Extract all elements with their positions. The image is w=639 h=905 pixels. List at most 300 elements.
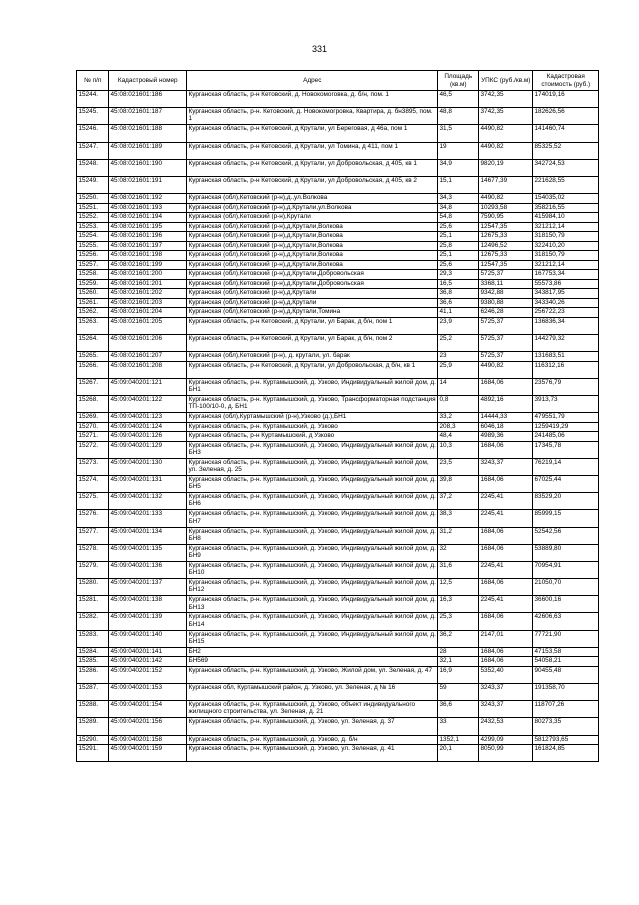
cell-cadastral-cost: 318150,79 bbox=[533, 232, 599, 242]
cell-upks: 12675,33 bbox=[479, 232, 533, 242]
cell-address: Курганская (обл),Кетовский (р-н),д.Крутали,ул.Волкова bbox=[187, 203, 438, 213]
cell-cadastral-cost: 85325,52 bbox=[533, 142, 599, 159]
cell-row-number: 15252. bbox=[77, 213, 109, 223]
cell-area: 14 bbox=[438, 378, 479, 395]
cell-address: Курганская (обл),Кетовский (р-н),Крутали bbox=[187, 213, 438, 223]
cell-row-number: 15286. bbox=[77, 666, 109, 683]
cell-cadastral-cost: 136836,34 bbox=[533, 317, 599, 334]
cell-upks: 14677,39 bbox=[479, 176, 533, 193]
cell-row-number: 15281. bbox=[77, 596, 109, 613]
table-row bbox=[77, 544, 599, 561]
cell-cadastral-cost: 174019,16 bbox=[533, 91, 599, 108]
cell-cadastral-number: 45:09:040201:135 bbox=[109, 544, 187, 561]
cell-upks: 4490,82 bbox=[479, 142, 533, 159]
cell-area: 38,3 bbox=[438, 510, 479, 527]
table-row bbox=[77, 176, 599, 193]
cell-address: Курганская область, р-н. Куртамышский, д. Узково, Индивидуальный жилой дом, д. БН15 bbox=[187, 630, 438, 647]
cell-cadastral-cost: 318150,79 bbox=[533, 251, 599, 261]
cell-upks: 1684,06 bbox=[479, 378, 533, 395]
cell-cadastral-cost: 5812793,65 bbox=[533, 735, 599, 745]
cell-row-number: 15265. bbox=[77, 352, 109, 362]
cell-row-number: 15282. bbox=[77, 613, 109, 630]
cell-upks: 12496,52 bbox=[479, 241, 533, 251]
cell-cadastral-number: 45:08:021601:187 bbox=[109, 108, 187, 125]
cell-cadastral-number: 45:08:021601:193 bbox=[109, 203, 187, 213]
cell-row-number: 15269. bbox=[77, 413, 109, 423]
cell-upks: 12547,35 bbox=[479, 222, 533, 232]
cell-cadastral-cost: 131683,51 bbox=[533, 352, 599, 362]
cell-row-number: 15260. bbox=[77, 289, 109, 299]
table-row bbox=[77, 159, 599, 176]
cell-upks: 12675,33 bbox=[479, 251, 533, 261]
cell-address: Курганская область, р-н. Куртамышский, д. Узково, ул. Зеленая, д. 41 bbox=[187, 745, 438, 762]
header-area: Площадь (кв.м) bbox=[438, 71, 479, 91]
cell-row-number: 15291. bbox=[77, 745, 109, 762]
cell-cadastral-cost: 415984,10 bbox=[533, 213, 599, 223]
cell-address: Курганская область, р-н. Куртамышский, д. Узково, объект индивидуального жилищного строительства, ул. Зеленая, д. 21 bbox=[187, 701, 438, 718]
cell-cadastral-cost: 55573,86 bbox=[533, 279, 599, 289]
cell-address: Курганская область, р-н Кетовский, д Крутали, ул Томина, д 411, пом 1 bbox=[187, 142, 438, 159]
cell-address: Курганская область, р-н Кетовский, д Крутали, ул Добровольская, д б/н, кв 1 bbox=[187, 361, 438, 378]
cell-area: 48,4 bbox=[438, 432, 479, 442]
cell-upks: 3742,35 bbox=[479, 108, 533, 125]
cell-address: Курганская область, р-н. Куртамышский, д. Узково, Индивидуальный жилой дом, д. БН10 bbox=[187, 561, 438, 578]
cell-area: 41,1 bbox=[438, 308, 479, 318]
table-row bbox=[77, 613, 599, 630]
cell-area: 37,2 bbox=[438, 493, 479, 510]
cell-area: 34,9 bbox=[438, 159, 479, 176]
cell-area: 12,5 bbox=[438, 579, 479, 596]
table-row bbox=[77, 657, 599, 667]
cell-row-number: 15259. bbox=[77, 279, 109, 289]
cell-cadastral-number: 45:08:021601:192 bbox=[109, 194, 187, 204]
cell-upks: 5725,37 bbox=[479, 270, 533, 280]
cell-cadastral-cost: 54058,21 bbox=[533, 657, 599, 667]
cell-row-number: 15276. bbox=[77, 510, 109, 527]
cell-cadastral-cost: 3913,73 bbox=[533, 395, 599, 412]
cell-cadastral-cost: 141460,74 bbox=[533, 125, 599, 142]
cell-upks: 3368,11 bbox=[479, 279, 533, 289]
cell-cadastral-cost: 241485,06 bbox=[533, 432, 599, 442]
cell-row-number: 15270. bbox=[77, 422, 109, 432]
cell-address: Курганская (обл),Кетовский (р-н),д,Крутали,Волкова bbox=[187, 232, 438, 242]
table-row bbox=[77, 630, 599, 647]
cell-cadastral-number: 45:09:040201:123 bbox=[109, 413, 187, 423]
cell-upks: 12547,35 bbox=[479, 260, 533, 270]
cell-address: Курганская область, р-н. Куртамышский, д. Узково, Индивидуальный жилой дом, д. БН3 bbox=[187, 441, 438, 458]
cell-upks: 1684,06 bbox=[479, 527, 533, 544]
cell-address: Курганская область, р-н. Куртамышский, д. Узково, Индивидуальный жилой дом, д. БН13 bbox=[187, 596, 438, 613]
cell-cadastral-cost: 47153,58 bbox=[533, 647, 599, 657]
cell-area: 20,1 bbox=[438, 745, 479, 762]
cell-row-number: 15246. bbox=[77, 125, 109, 142]
cell-upks: 1684,06 bbox=[479, 647, 533, 657]
table-body bbox=[77, 91, 599, 762]
cell-upks: 9820,19 bbox=[479, 159, 533, 176]
cell-area: 33,2 bbox=[438, 413, 479, 423]
cell-cadastral-number: 45:09:040201:124 bbox=[109, 422, 187, 432]
cell-address: Курганская область, р-н Куртамышский, д Узково bbox=[187, 432, 438, 442]
cell-address: Курганская (обл),Кетовский (р-н),д,Крутали,Добровольская bbox=[187, 279, 438, 289]
cell-cadastral-number: 45:08:021601:196 bbox=[109, 232, 187, 242]
cell-cadastral-number: 45:09:040201:159 bbox=[109, 745, 187, 762]
cell-cadastral-number: 45:08:021601:208 bbox=[109, 361, 187, 378]
cell-cadastral-cost: 343340,26 bbox=[533, 298, 599, 308]
cell-cadastral-number: 45:09:040201:137 bbox=[109, 579, 187, 596]
cell-row-number: 15267. bbox=[77, 378, 109, 395]
cell-address: Курганская (обл),Кетовский (р-н),д,Крутали,Волкова bbox=[187, 222, 438, 232]
cell-upks: 4490,82 bbox=[479, 125, 533, 142]
cell-upks: 10293,58 bbox=[479, 203, 533, 213]
header-address: Адрес bbox=[187, 71, 438, 91]
cell-cadastral-number: 45:08:021601:202 bbox=[109, 289, 187, 299]
cell-upks: 2245,41 bbox=[479, 561, 533, 578]
cell-row-number: 15248. bbox=[77, 159, 109, 176]
cell-cadastral-number: 45:09:040201:134 bbox=[109, 527, 187, 544]
cell-area: 46,5 bbox=[438, 91, 479, 108]
table-row bbox=[77, 745, 599, 762]
cell-row-number: 15255. bbox=[77, 241, 109, 251]
cell-area: 19 bbox=[438, 142, 479, 159]
cell-cadastral-cost: 52542,56 bbox=[533, 527, 599, 544]
page-number: 331 bbox=[311, 44, 328, 54]
cell-row-number: 15251. bbox=[77, 203, 109, 213]
cell-address: БН569 bbox=[187, 657, 438, 667]
cell-row-number: 15279. bbox=[77, 561, 109, 578]
cell-cadastral-cost: 221628,55 bbox=[533, 176, 599, 193]
cell-area: 23 bbox=[438, 352, 479, 362]
cell-address: Курганская область, р-н Кетовский, д Крутали, ул Добровольская, д 405, кв 2 bbox=[187, 176, 438, 193]
table-row bbox=[77, 213, 599, 223]
cell-address: Курганская область, р-н. Кетовский, д. Новокомогровка, Квартира, д. бн3895, пом. 1 bbox=[187, 108, 438, 125]
cell-upks: 8050,99 bbox=[479, 745, 533, 762]
table-row bbox=[77, 527, 599, 544]
cell-cadastral-cost: 90455,48 bbox=[533, 666, 599, 683]
cell-upks: 2245,41 bbox=[479, 596, 533, 613]
table-row bbox=[77, 222, 599, 232]
cell-area: 25,3 bbox=[438, 613, 479, 630]
cell-cadastral-number: 45:09:040201:153 bbox=[109, 684, 187, 701]
cell-cadastral-cost: 191358,70 bbox=[533, 684, 599, 701]
cell-area: 25,2 bbox=[438, 334, 479, 351]
cell-address: Курганская область, р-н. Куртамышский, д. Узково, Индивидуальный жилой дом, ул. Зеленая, д. 25 bbox=[187, 458, 438, 475]
cell-cadastral-number: 45:08:021601:186 bbox=[109, 91, 187, 108]
cell-upks: 2147,01 bbox=[479, 630, 533, 647]
cell-row-number: 15278. bbox=[77, 544, 109, 561]
cell-upks: 3243,37 bbox=[479, 684, 533, 701]
table-row bbox=[77, 561, 599, 578]
cell-cadastral-number: 45:09:040201:152 bbox=[109, 666, 187, 683]
table-row bbox=[77, 422, 599, 432]
table-row bbox=[77, 108, 599, 125]
cell-area: 1352,1 bbox=[438, 735, 479, 745]
table-row bbox=[77, 298, 599, 308]
cell-upks: 14444,33 bbox=[479, 413, 533, 423]
cell-upks: 4299,09 bbox=[479, 735, 533, 745]
cell-row-number: 15257. bbox=[77, 260, 109, 270]
cell-address: Курганская область, р-н Кетовский, д Крутали, ул Добровольская, д 405, кв 1 bbox=[187, 159, 438, 176]
cell-cadastral-number: 45:08:021601:191 bbox=[109, 176, 187, 193]
cell-row-number: 15289. bbox=[77, 718, 109, 735]
table-row bbox=[77, 718, 599, 735]
table-row bbox=[77, 735, 599, 745]
table-row bbox=[77, 510, 599, 527]
cell-row-number: 15250. bbox=[77, 194, 109, 204]
table-row bbox=[77, 458, 599, 475]
cell-cadastral-cost: 1259419,29 bbox=[533, 422, 599, 432]
table-row bbox=[77, 91, 599, 108]
table-row bbox=[77, 352, 599, 362]
cell-address: Курганская (обл),Кетовский (р-н),д,Крутали bbox=[187, 289, 438, 299]
cell-upks: 2432,53 bbox=[479, 718, 533, 735]
cell-area: 54,8 bbox=[438, 213, 479, 223]
cell-cadastral-cost: 167753,34 bbox=[533, 270, 599, 280]
cell-cadastral-cost: 77721,90 bbox=[533, 630, 599, 647]
cell-area: 32 bbox=[438, 544, 479, 561]
header-cadastral-number: Кадастровый номер bbox=[109, 71, 187, 91]
header-upks: УПКС (руб./кв.м) bbox=[479, 71, 533, 91]
cell-cadastral-cost: 23576,79 bbox=[533, 378, 599, 395]
cell-upks: 1684,06 bbox=[479, 579, 533, 596]
table-row bbox=[77, 142, 599, 159]
cell-area: 25,9 bbox=[438, 361, 479, 378]
cell-address: Курганская (обл),Кетовский (р-н), д. крутали, ул. барак bbox=[187, 352, 438, 362]
cell-area: 32,1 bbox=[438, 657, 479, 667]
cell-row-number: 15247. bbox=[77, 142, 109, 159]
cell-cadastral-number: 45:09:040201:158 bbox=[109, 735, 187, 745]
cell-cadastral-number: 45:09:040201:142 bbox=[109, 657, 187, 667]
cell-cadastral-number: 45:08:021601:189 bbox=[109, 142, 187, 159]
cell-upks: 1684,06 bbox=[479, 441, 533, 458]
cell-cadastral-cost: 42606,63 bbox=[533, 613, 599, 630]
cell-cadastral-number: 45:08:021601:201 bbox=[109, 279, 187, 289]
cell-row-number: 15275. bbox=[77, 493, 109, 510]
cell-upks: 4490,82 bbox=[479, 361, 533, 378]
header-no: № п/п bbox=[77, 71, 109, 91]
cell-row-number: 15274. bbox=[77, 475, 109, 492]
table-row bbox=[77, 308, 599, 318]
cell-upks: 3243,37 bbox=[479, 701, 533, 718]
cell-address: Курганская (обл),Кетовский (р-н),д,Крутали,Добровольская bbox=[187, 270, 438, 280]
cell-upks: 1684,06 bbox=[479, 544, 533, 561]
cell-row-number: 15283. bbox=[77, 630, 109, 647]
cell-address: Курганская (обл),Кетовский (р-н),д,Крутали,Волкова bbox=[187, 251, 438, 261]
cell-cadastral-number: 45:09:040201:130 bbox=[109, 458, 187, 475]
cell-upks: 1684,06 bbox=[479, 475, 533, 492]
cell-row-number: 15261. bbox=[77, 298, 109, 308]
cell-row-number: 15285. bbox=[77, 657, 109, 667]
cell-upks: 2245,41 bbox=[479, 493, 533, 510]
cell-cadastral-cost: 76219,14 bbox=[533, 458, 599, 475]
cell-address: Курганская область, р-н. Куртамышский, д. Узково, Трансформаторная подстанция ТП-100/10-0, д. БН1 bbox=[187, 395, 438, 412]
cell-address: Курганская (обл),Кетовский (р-н),д.,ул.Волкова bbox=[187, 194, 438, 204]
cell-address: Курганская область, р-н. Куртамышский, д. Узково, Жилой дом, ул. Зеленая, д. 47 bbox=[187, 666, 438, 683]
cell-row-number: 15268. bbox=[77, 395, 109, 412]
cell-address: Курганская обл, Куртамышский район, д. Узково, ул. Зеленая, д № 16 bbox=[187, 684, 438, 701]
cell-address: Курганская область, р-н. Куртамышский, д. Узково, Индивидуальный жилой дом, д. БН9 bbox=[187, 544, 438, 561]
table-row bbox=[77, 701, 599, 718]
table-row bbox=[77, 361, 599, 378]
cell-cadastral-cost: 182626,56 bbox=[533, 108, 599, 125]
cadastral-registry-table bbox=[76, 70, 599, 762]
cell-address: Курганская (обл),Кетовский (р-н),д,Крутали bbox=[187, 298, 438, 308]
cell-address: БН2 bbox=[187, 647, 438, 657]
cell-cadastral-number: 45:09:040201:126 bbox=[109, 432, 187, 442]
cell-cadastral-cost: 161824,85 bbox=[533, 745, 599, 762]
cell-cadastral-number: 45:09:040201:129 bbox=[109, 441, 187, 458]
cell-address: Курганская область, р-н. Куртамышский, д. Узково, Индивидуальный жилой дом, д. БН1 bbox=[187, 378, 438, 395]
cell-cadastral-cost: 479551,79 bbox=[533, 413, 599, 423]
cell-address: Курганская (обл),Кетовский (р-н),д,Крутали,Волкова bbox=[187, 241, 438, 251]
table-row bbox=[77, 334, 599, 351]
cell-area: 36,6 bbox=[438, 701, 479, 718]
cell-cadastral-cost: 154035,02 bbox=[533, 194, 599, 204]
table-row bbox=[77, 647, 599, 657]
cell-address: Курганская область, р-н. Куртамышский, д. Узково, Индивидуальный жилой дом, д. БН5 bbox=[187, 475, 438, 492]
table-row bbox=[77, 317, 599, 334]
cell-area: 16,3 bbox=[438, 596, 479, 613]
cell-address: Курганская область, р-н Кетовский, д Крутали, ул Барак, д б/н, пом 2 bbox=[187, 334, 438, 351]
cell-cadastral-number: 45:09:040201:139 bbox=[109, 613, 187, 630]
table-row bbox=[77, 241, 599, 251]
cell-row-number: 15254. bbox=[77, 232, 109, 242]
cell-area: 25,8 bbox=[438, 241, 479, 251]
table-row bbox=[77, 666, 599, 683]
cell-upks: 5725,37 bbox=[479, 334, 533, 351]
cell-cadastral-number: 45:08:021601:200 bbox=[109, 270, 187, 280]
cell-area: 29,3 bbox=[438, 270, 479, 280]
cell-area: 36,6 bbox=[438, 298, 479, 308]
cell-row-number: 15253. bbox=[77, 222, 109, 232]
cell-upks: 4892,16 bbox=[479, 395, 533, 412]
cell-cadastral-cost: 67025,44 bbox=[533, 475, 599, 492]
cell-area: 15,1 bbox=[438, 176, 479, 193]
cell-area: 23,5 bbox=[438, 458, 479, 475]
table-row bbox=[77, 579, 599, 596]
cell-area: 25,1 bbox=[438, 251, 479, 261]
cell-area: 59 bbox=[438, 684, 479, 701]
cell-upks: 5725,37 bbox=[479, 352, 533, 362]
table-row bbox=[77, 395, 599, 412]
cell-row-number: 15264. bbox=[77, 334, 109, 351]
cell-cadastral-number: 45:08:021601:194 bbox=[109, 213, 187, 223]
cell-cadastral-number: 45:08:021601:207 bbox=[109, 352, 187, 362]
cell-cadastral-cost: 116312,16 bbox=[533, 361, 599, 378]
cell-area: 39,8 bbox=[438, 475, 479, 492]
cell-cadastral-number: 45:09:040201:136 bbox=[109, 561, 187, 578]
table-row bbox=[77, 203, 599, 213]
cell-cadastral-number: 45:08:021601:195 bbox=[109, 222, 187, 232]
cell-upks: 3742,35 bbox=[479, 91, 533, 108]
cell-cadastral-cost: 70954,91 bbox=[533, 561, 599, 578]
header-cadastral-cost: Кадастровая стоимость (руб.) bbox=[533, 71, 599, 91]
cell-row-number: 15262. bbox=[77, 308, 109, 318]
cell-upks: 4989,36 bbox=[479, 432, 533, 442]
cell-upks: 5352,40 bbox=[479, 666, 533, 683]
cell-row-number: 15256. bbox=[77, 251, 109, 261]
cell-cadastral-cost: 118707,26 bbox=[533, 701, 599, 718]
cell-address: Курганская область, р-н. Куртамышский, д. Узково bbox=[187, 422, 438, 432]
cell-cadastral-cost: 83529,20 bbox=[533, 493, 599, 510]
cell-cadastral-cost: 321212,14 bbox=[533, 222, 599, 232]
cell-area: 31,6 bbox=[438, 561, 479, 578]
cell-cadastral-number: 45:09:040201:131 bbox=[109, 475, 187, 492]
cell-row-number: 15245. bbox=[77, 108, 109, 125]
cell-area: 10,3 bbox=[438, 441, 479, 458]
cell-address: Курганская (обл),Кетовский (р-н),д,Крутали,Томина bbox=[187, 308, 438, 318]
cell-address: Курганская область, р-н. Куртамышский, д. Узково, ул. Зеленая, д. 37 bbox=[187, 718, 438, 735]
cell-address: Курганская область, р-н. Куртамышский, д. Узково, Индивидуальный жилой дом, д. БН14 bbox=[187, 613, 438, 630]
table-row bbox=[77, 289, 599, 299]
cell-cadastral-number: 45:09:040201:156 bbox=[109, 718, 187, 735]
table-row bbox=[77, 260, 599, 270]
cell-cadastral-number: 45:08:021601:204 bbox=[109, 308, 187, 318]
cell-cadastral-cost: 342724,53 bbox=[533, 159, 599, 176]
cell-cadastral-number: 45:08:021601:205 bbox=[109, 317, 187, 334]
table-row bbox=[77, 232, 599, 242]
cell-cadastral-number: 45:09:040201:154 bbox=[109, 701, 187, 718]
cell-cadastral-cost: 321212,14 bbox=[533, 260, 599, 270]
cell-address: Курганская область, р-н. Куртамышский, д. Узково, Индивидуальный жилой дом, д. БН8 bbox=[187, 527, 438, 544]
cell-row-number: 15273. bbox=[77, 458, 109, 475]
cell-address: Курганская (обл),Кетовский (р-н),д,Крутали,Волкова bbox=[187, 260, 438, 270]
cell-area: 16,9 bbox=[438, 666, 479, 683]
table-row bbox=[77, 270, 599, 280]
cell-upks: 9342,88 bbox=[479, 289, 533, 299]
cell-upks: 9380,88 bbox=[479, 298, 533, 308]
cell-row-number: 15249. bbox=[77, 176, 109, 193]
cell-address: Курганская область, р-н. Куртамышский, д. Узково, д. б/н bbox=[187, 735, 438, 745]
cell-cadastral-number: 45:08:021601:197 bbox=[109, 241, 187, 251]
cell-address: Курганская область, р-н. Куртамышский, д. Узково, Индивидуальный жилой дом, д. БН7 bbox=[187, 510, 438, 527]
cell-upks: 1684,06 bbox=[479, 657, 533, 667]
cell-cadastral-cost: 343817,95 bbox=[533, 289, 599, 299]
table-row bbox=[77, 493, 599, 510]
cell-area: 48,8 bbox=[438, 108, 479, 125]
cell-area: 23,9 bbox=[438, 317, 479, 334]
table-row bbox=[77, 596, 599, 613]
cell-area: 208,3 bbox=[438, 422, 479, 432]
cell-cadastral-number: 45:09:040201:140 bbox=[109, 630, 187, 647]
cell-area: 31,5 bbox=[438, 125, 479, 142]
cell-row-number: 15263. bbox=[77, 317, 109, 334]
table-row bbox=[77, 432, 599, 442]
cell-cadastral-cost: 144279,32 bbox=[533, 334, 599, 351]
table-row bbox=[77, 125, 599, 142]
cell-area: 28 bbox=[438, 647, 479, 657]
cell-address: Курганская (обл),Куртамышский (р-н),Узково (д.),БН1 bbox=[187, 413, 438, 423]
cell-area: 25,1 bbox=[438, 232, 479, 242]
cell-cadastral-cost: 256722,23 bbox=[533, 308, 599, 318]
table-row bbox=[77, 684, 599, 701]
cell-area: 31,2 bbox=[438, 527, 479, 544]
cell-cadastral-number: 45:09:040201:132 bbox=[109, 493, 187, 510]
cell-row-number: 15271. bbox=[77, 432, 109, 442]
cell-upks: 7590,95 bbox=[479, 213, 533, 223]
cell-row-number: 15280. bbox=[77, 579, 109, 596]
cell-upks: 1684,06 bbox=[479, 613, 533, 630]
cell-row-number: 15290. bbox=[77, 735, 109, 745]
table-row bbox=[77, 251, 599, 261]
cell-cadastral-cost: 21050,70 bbox=[533, 579, 599, 596]
cell-address: Курганская область, р-н Кетовский, д. Новокомоговка, д. б/н, пом. 1 bbox=[187, 91, 438, 108]
cell-row-number: 15244. bbox=[77, 91, 109, 108]
cell-upks: 4490,82 bbox=[479, 194, 533, 204]
table-row bbox=[77, 441, 599, 458]
cell-upks: 6246,28 bbox=[479, 308, 533, 318]
cell-area: 25,6 bbox=[438, 260, 479, 270]
cell-address: Курганская область, р-н Кетовский, д Крутали, ул Береговая, д 46а, пом 1 bbox=[187, 125, 438, 142]
